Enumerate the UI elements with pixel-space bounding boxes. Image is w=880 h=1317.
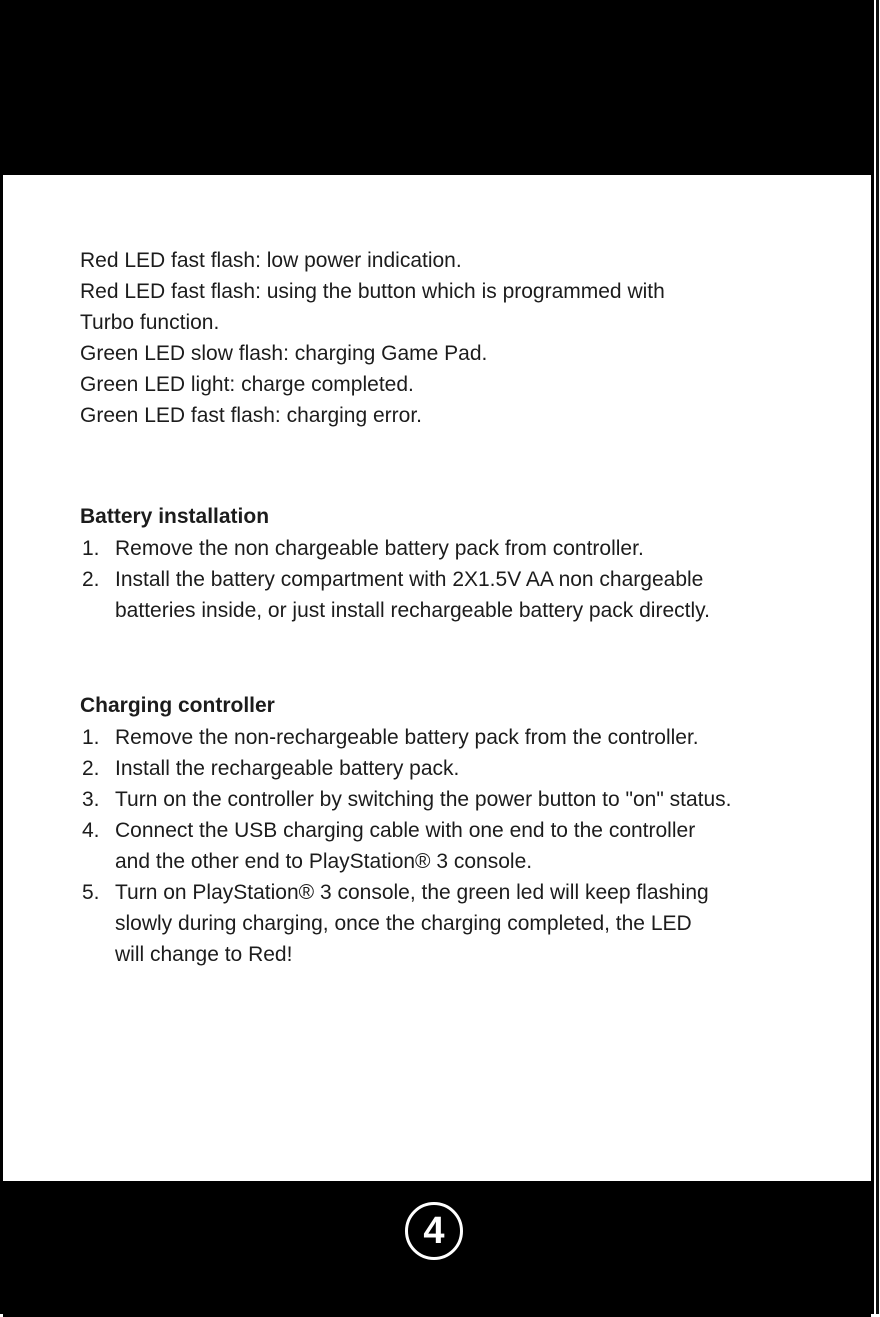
page-content: [80, 245, 850, 970]
step-number: 5.: [82, 881, 100, 904]
led-status-line: Turbo function.: [80, 311, 220, 334]
list-item: [80, 533, 850, 564]
header-band: [3, 3, 871, 175]
spacer: [80, 626, 850, 690]
battery-installation-section: [80, 501, 850, 626]
list-item: [80, 815, 850, 877]
step-number: 1.: [82, 537, 100, 560]
led-status-line: Green LED light: charge completed.: [80, 373, 414, 396]
step-text: slowly during charging, once the charging completed, the LED: [115, 912, 692, 935]
led-status-line: Green LED slow flash: charging Game Pad.: [80, 342, 488, 365]
list-item: [80, 877, 850, 970]
step-text: Turn on PlayStation® 3 console, the green led will keep flashing: [115, 881, 709, 904]
step-text: Install the rechargeable battery pack.: [115, 757, 460, 780]
step-text: Install the battery compartment with 2X1.5V AA non chargeable: [115, 568, 704, 591]
step-text: and the other end to PlayStation® 3 console.: [115, 850, 533, 873]
step-number: 2.: [82, 568, 100, 591]
step-number: 3.: [82, 788, 100, 811]
step-number: 4.: [82, 819, 100, 842]
section-heading: Battery installation: [80, 505, 270, 528]
footer-band: [3, 1181, 871, 1317]
step-text: Remove the non chargeable battery pack from controller.: [115, 537, 644, 560]
led-status-line: Red LED fast flash: using the button which is programmed with: [80, 280, 665, 303]
list-item: [80, 722, 850, 753]
spacer: [80, 431, 850, 501]
step-text: Turn on the controller by switching the power button to "on" status.: [115, 788, 732, 811]
step-text: batteries inside, or just install rechargeable battery pack directly.: [115, 599, 710, 622]
step-text: Connect the USB charging cable with one end to the controller: [115, 819, 696, 842]
step-number: 2.: [82, 757, 100, 780]
battery-installation-steps: [80, 533, 850, 626]
step-text: will change to Red!: [115, 943, 293, 966]
led-status-line: Red LED fast flash: low power indication.: [80, 249, 462, 272]
step-text: Remove the non-rechargeable battery pack from the controller.: [115, 726, 699, 749]
charging-controller-section: [80, 690, 850, 970]
charging-controller-steps: [80, 722, 850, 970]
list-item: [80, 784, 850, 815]
page-edge-rule: [876, 0, 879, 1314]
section-heading: Charging controller: [80, 694, 275, 717]
page-number-badge: 4: [405, 1202, 463, 1260]
step-number: 1.: [82, 726, 100, 749]
led-status-list: [80, 245, 850, 431]
led-status-line: Green LED fast flash: charging error.: [80, 404, 422, 427]
list-item: [80, 564, 850, 626]
list-item: [80, 753, 850, 784]
